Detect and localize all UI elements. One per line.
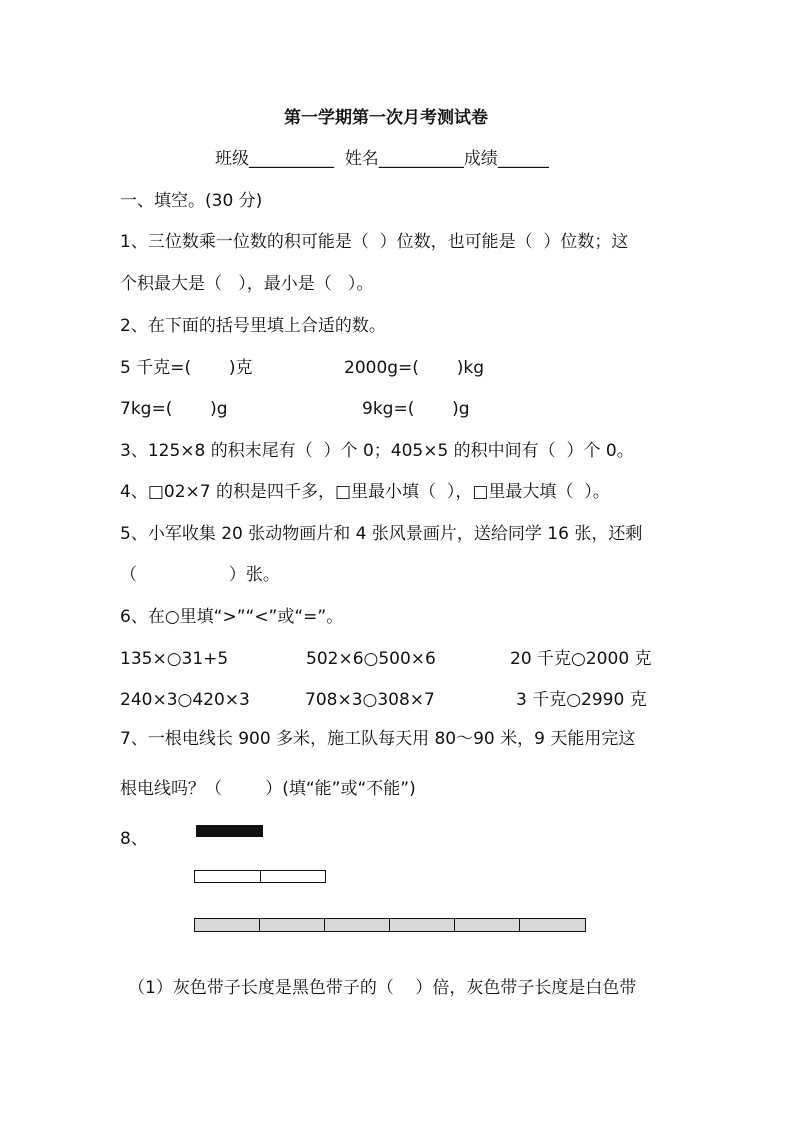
white-band	[194, 870, 326, 883]
q2-item: 9kg=( )g	[362, 399, 470, 419]
class-label: 班级	[215, 149, 249, 169]
score-blank: ______	[497, 149, 549, 169]
q6-prompt: 6、在○里填“>”“<”或“=”。	[120, 607, 344, 627]
grey-band	[194, 918, 586, 932]
q2-item: 5 千克=( )克	[120, 358, 253, 378]
q1-line1: 1、三位数乘一位数的积可能是（ ）位数，也可能是（ ）位数；这	[120, 232, 629, 252]
q6-item: 240×3○420×3	[120, 690, 250, 710]
q2-item: 7kg=( )g	[120, 399, 228, 419]
class-blank: __________	[249, 149, 334, 169]
q8-label: 8、	[120, 829, 148, 849]
page-title: 第一学期第一次月考测试卷	[284, 108, 488, 128]
q7-line1: 7、一根电线长 900 多米，施工队每天用 80～90 米，9 天能用完这	[120, 729, 636, 749]
q5-line2: （ ）张。	[120, 565, 280, 585]
q6-item: 3 千克○2990 克	[516, 690, 647, 710]
q5-line1: 5、小军收集 20 张动物画片和 4 张风景画片，送给同学 16 张，还剩	[120, 524, 643, 544]
grey-band-segment	[195, 919, 520, 931]
q6-item: 20 千克○2000 克	[510, 649, 652, 669]
score-label: 成绩	[463, 149, 498, 169]
q6-item: 502×6○500×6	[306, 649, 436, 669]
q7-line2: 根电线吗？（ ）(填“能”或“不能”)	[120, 779, 416, 799]
q4-text: 4、□02×7 的积是四千多，□里最小填（ ），□里最大填（ ）。	[120, 482, 610, 502]
q8-sub1: （1）灰色带子长度是黑色带子的（ ）倍，灰色带子长度是白色带	[128, 978, 637, 998]
q2-prompt: 2、在下面的括号里填上合适的数。	[120, 316, 386, 336]
name-blank: __________	[378, 149, 464, 169]
q6-item: 135×○31+5	[120, 649, 229, 669]
q1-line2: 个积最大是（ ），最小是（ ）。	[120, 274, 374, 294]
white-band-segment	[195, 871, 261, 882]
section1-heading: 一、填空。(30 分)	[120, 191, 263, 211]
q6-item: 708×3○308×7	[305, 690, 435, 710]
q3-text: 3、125×8 的积末尾有（ ）个 0；405×5 的积中间有（ ）个 0。	[120, 441, 634, 461]
black-band	[196, 825, 263, 837]
info-line	[215, 148, 549, 170]
name-label: 姓名	[344, 149, 379, 169]
q2-item: 2000g=( )kg	[344, 358, 485, 378]
